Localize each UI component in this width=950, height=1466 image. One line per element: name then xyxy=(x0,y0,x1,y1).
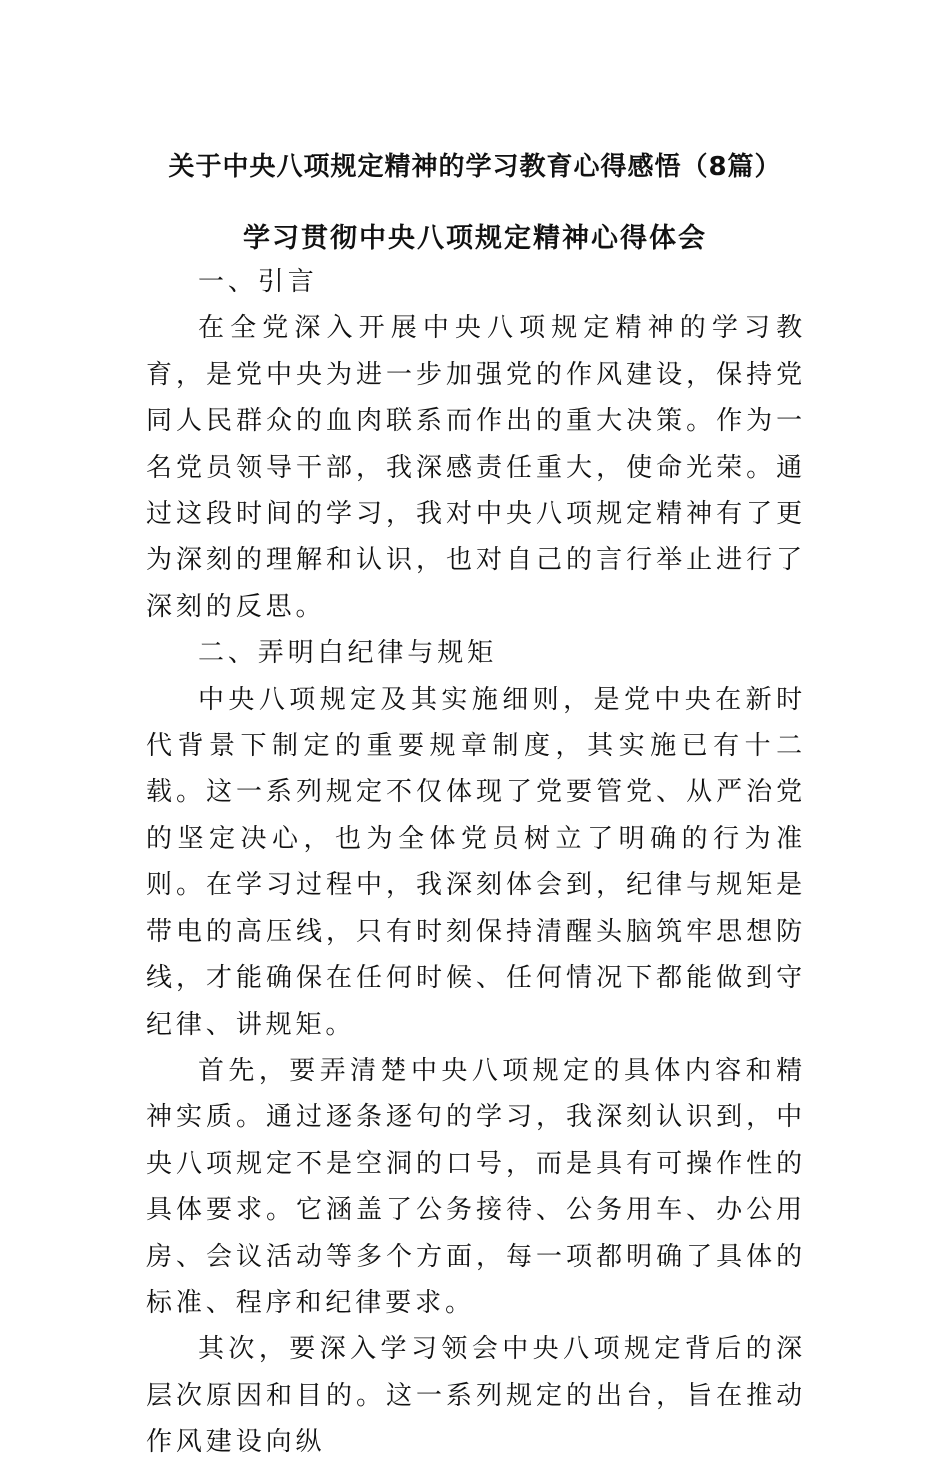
document-body xyxy=(146,259,806,1466)
section-title: 学习贯彻中央八项规定精神心得体会 xyxy=(243,223,707,254)
heading-introduction: 一、引言 xyxy=(198,267,318,297)
paragraph-first-point: 首先，要弄清楚中央八项规定的具体内容和精神实质。通过逐条逐句的学习，我深刻认识到，中央八项规定不是空洞的口号，而是具有可操作性的具体要求。它涵盖了公务接待、公务用车、办公用房、会议活动等多个方面，每一项都明确了具体的标准、程序和纪律要求。 xyxy=(146,1055,806,1318)
heading-discipline-and-rules: 二、弄明白纪律与规矩 xyxy=(198,638,498,669)
paragraph-introduction: 在全党深入开展中央八项规定精神的学习教育，是党中央为进一步加强党的作风建设，保持党同人民群众的血肉联系而作出的重大决策。作为一名党员领导干部，我深感责任重大，使命光荣。通过这段时间的学习，我对中央八项规定精神有了更为深刻的理解和认识，也对自己的言行举止进行了深刻的反思。 xyxy=(146,313,806,622)
document-title: 关于中央八项规定精神的学习教育心得感悟（8篇） xyxy=(168,152,782,182)
paragraph-second-point: 其次，要深入学习领会中央八项规定背后的深层次原因和目的。这一系列规定的出台，旨在推动作风建设向纵 xyxy=(146,1334,806,1458)
paragraph-regulations-overview: 中央八项规定及其实施细则，是党中央在新时代背景下制定的重要规章制度，其实施已有十二载。这一系列规定不仅体现了党要管党、从严治党的坚定决心，也为全体党员树立了明确的行为准则。在学习过程中，我深刻体会到，纪律与规矩是带电的高压线，只有时刻保持清醒头脑筑牢思想防线，才能确保在任何时候、任何情况下都能做到守纪律、讲规矩。 xyxy=(146,684,806,1040)
